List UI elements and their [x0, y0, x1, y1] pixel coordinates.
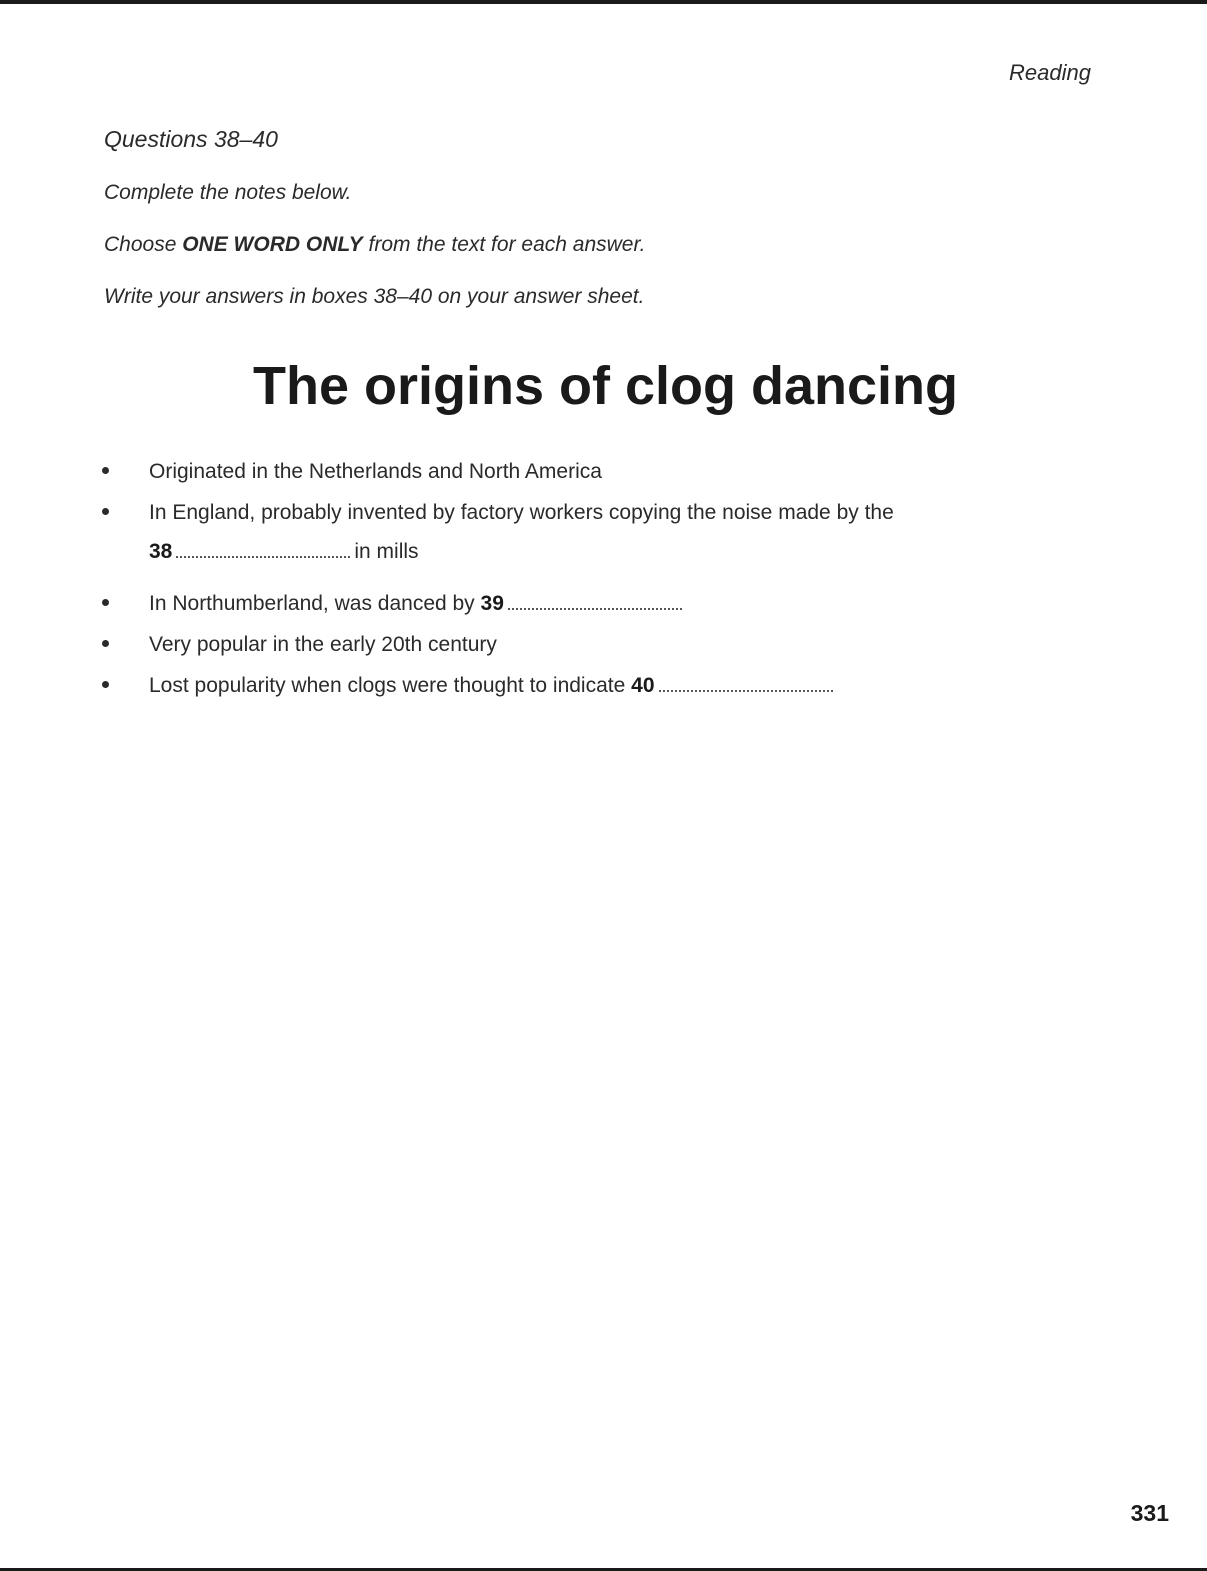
answer-blank-39[interactable] — [508, 606, 682, 610]
instruction-answer-sheet: Write your answers in boxes 38–40 on your answer sheet. — [104, 285, 645, 308]
note-item-decline — [100, 666, 980, 705]
answer-blank-38[interactable] — [176, 554, 350, 558]
note-item-origin — [100, 452, 980, 491]
notes-list — [100, 452, 980, 705]
note-text: Lost popularity when clogs were thought to indicate — [149, 674, 626, 697]
bullet-icon — [102, 467, 109, 474]
note-item-northumberland — [100, 584, 980, 623]
bullet-icon — [102, 681, 109, 688]
page-number: 331 — [1130, 1500, 1169, 1526]
top-border — [0, 0, 1207, 4]
instruction-choose-suffix: from the text for each answer. — [362, 233, 646, 256]
bullet-icon — [102, 599, 109, 606]
notes-title: The origins of clog dancing — [252, 356, 958, 416]
bullet-icon — [102, 508, 109, 515]
instruction-choose-word — [104, 233, 646, 257]
bullet-icon — [102, 640, 109, 647]
note-item-popularity — [100, 625, 980, 664]
question-number-38: 38 — [149, 540, 173, 563]
note-text: Originated in the Netherlands and North America — [149, 460, 602, 483]
note-text: In Northumberland, was danced by — [149, 592, 475, 615]
note-text-after: in mills — [354, 540, 419, 563]
instruction-complete-notes: Complete the notes below. — [104, 181, 352, 204]
note-text: In England, probably invented by factory workers copying the noise made by the — [149, 501, 894, 524]
questions-heading: Questions 38–40 — [104, 126, 278, 152]
question-number-39: 39 — [480, 592, 504, 615]
note-item-england — [100, 493, 980, 571]
note-text: Very popular in the early 20th century — [149, 633, 497, 656]
running-header: Reading — [1009, 60, 1091, 85]
instruction-choose-prefix: Choose — [104, 233, 183, 256]
instruction-word-limit: ONE WORD ONLY — [182, 233, 363, 256]
answer-blank-40[interactable] — [659, 688, 833, 692]
question-number-40: 40 — [631, 674, 655, 697]
